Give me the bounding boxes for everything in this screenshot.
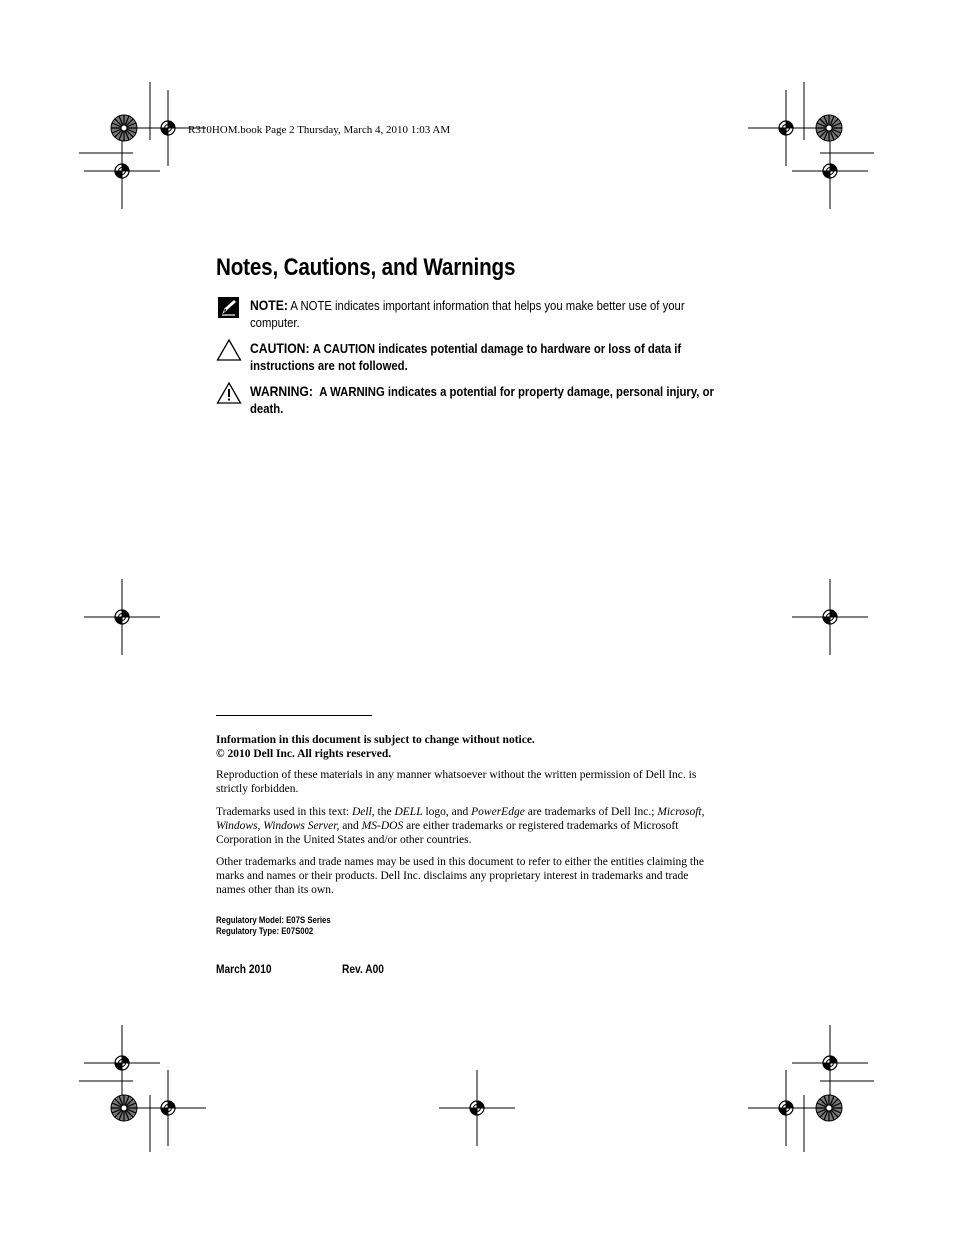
print-file-info: R310HOM.book Page 2 Thursday, March 4, 2010 1:03 AM: [188, 124, 451, 136]
warning-notice: [250, 383, 720, 417]
info-notice: Information in this document is subject to change without notice.: [216, 734, 535, 746]
trademarks-paragraph: Trademarks used in this text: Dell, the DELL logo, and PowerEdge are trademarks of Dell Inc.; Microsoft, Windows, Windows Server, and MS-DOS are either trademarks or registered trademarks of Microsoft Corporation in the United States and/or other countries.: [216, 806, 705, 846]
regulatory-model: Regulatory Model: E07S Series: [216, 915, 331, 926]
warning-text: A WARNING indicates a potential for property damage, personal injury, or death.: [250, 384, 714, 416]
note-notice: [250, 297, 720, 331]
caution-text: A CAUTION indicates potential damage to hardware or loss of data if instructions are not followed.: [250, 341, 682, 373]
caution-triangle-icon: [216, 338, 242, 362]
note-pencil-icon: [216, 296, 242, 320]
other-trademarks-paragraph: Other trademarks and trade names may be used in this document to refer to either the entities claiming the marks and names or their products. Dell Inc. disclaims any proprietary interest in trademarks and trade names other than its own.: [216, 856, 704, 896]
publication-date: March 2010: [216, 962, 272, 976]
warning-triangle-icon: [216, 381, 242, 405]
reproduction-paragraph: Reproduction of these materials in any manner whatsoever without the written permission of Dell Inc. is strictly forbidden.: [216, 769, 697, 795]
revision-label: Rev. A00: [342, 962, 384, 976]
caution-notice: [250, 340, 720, 374]
regulatory-type: Regulatory Type: E07S002: [216, 926, 314, 937]
footnote-divider: [216, 715, 372, 716]
page-title: Notes, Cautions, and Warnings: [216, 254, 516, 281]
copyright-line: © 2010 Dell Inc. All rights reserved.: [216, 748, 392, 760]
note-text: A NOTE indicates important information that helps you make better use of your computer.: [250, 298, 685, 330]
warning-label: WARNING:: [250, 383, 313, 399]
note-label: NOTE:: [250, 297, 288, 313]
caution-label: CAUTION:: [250, 340, 310, 356]
